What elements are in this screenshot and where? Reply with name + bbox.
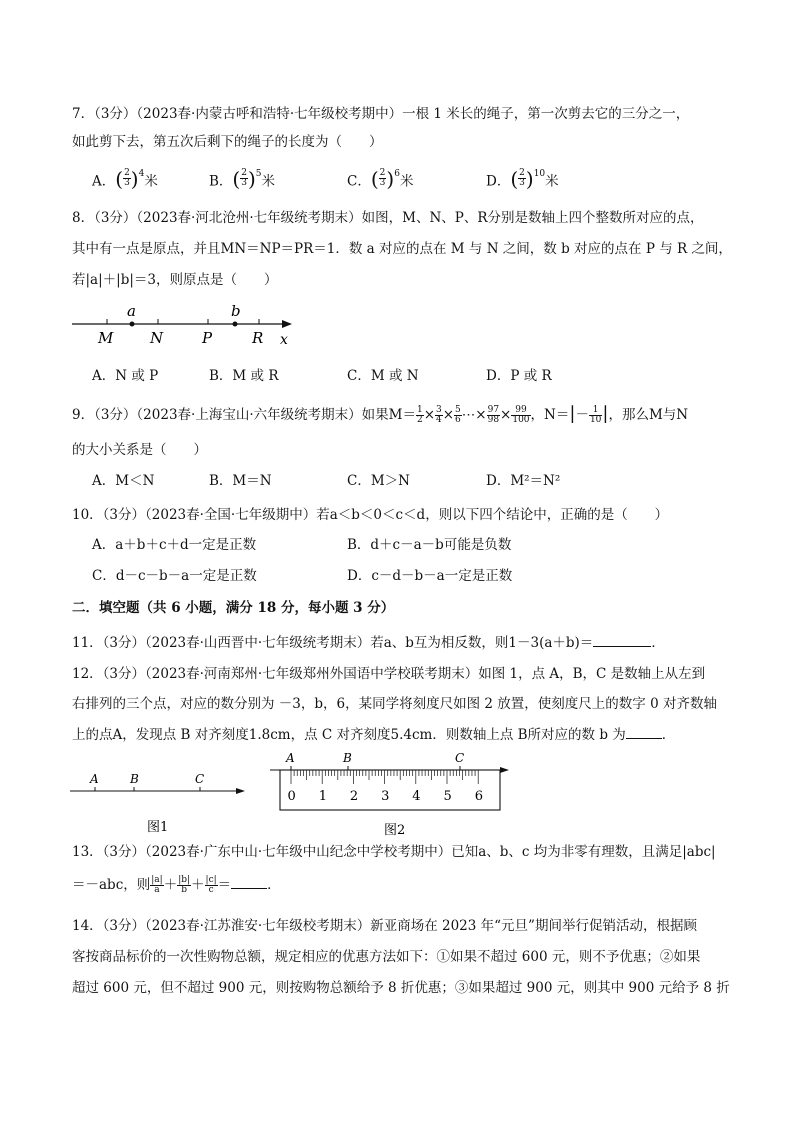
label-b: B [343, 751, 352, 765]
q8-option-a[interactable]: A．N 或 P [92, 368, 159, 384]
fraction-power: ( $\frac{2}{3}$ ) [370, 166, 395, 191]
q11-stem [72, 632, 665, 653]
exponent: 6 [394, 169, 400, 179]
q13-equals: ＝ [217, 877, 232, 893]
fraction: $\frac{97}{98}$ [487, 405, 500, 425]
q14-stem-line2: 客按商品标价的一次性购物总额，规定相应的优惠方法如下：①如果不超过 600 元，则不予优惠；②如果 [72, 949, 701, 965]
q8-option-d[interactable]: D．P 或 R [486, 368, 552, 384]
exponent: 4 [138, 169, 145, 179]
q10-option-d[interactable]: D．c－d－b－a一定是正数 [347, 568, 513, 584]
fraction: $\frac{99}{100}$ [512, 405, 530, 425]
label-a: a [127, 302, 136, 320]
q12-text: 上的点A，发现点 B 对齐刻度1.8cm，点 C 对齐刻度5.4cm．则数轴上点 B所对应的数 b 为 [72, 727, 626, 743]
q7-stem-line2: 如此剪下去，第五次后剩下的绳子的长度为（ ） [72, 134, 383, 150]
unit: 米 [261, 173, 276, 190]
q9-middle: ，N＝ [530, 407, 570, 423]
fraction: $\frac{3}{4}$ [436, 405, 442, 425]
answer-blank[interactable] [593, 632, 651, 647]
unit: 米 [545, 173, 559, 190]
q7-option-a[interactable] [92, 168, 158, 192]
q9-option-d[interactable]: D．M²＝N² [486, 473, 561, 489]
q7-option-c[interactable] [347, 168, 413, 192]
q8-option-c[interactable]: C．M 或 N [347, 368, 419, 384]
q13-stem-line2: ＝－abc，则 $\frac{|a|}{a}$ ＋ $\frac{|b|}{b}$ ＋ $\frac{|c|}{c}$ ＝ ． [72, 875, 281, 895]
q10-option-b[interactable]: B．d＋c－a－b可能是负数 [347, 537, 512, 553]
arrow-icon [236, 788, 245, 794]
q12-figure-1 [66, 768, 256, 838]
label-n: N [150, 329, 164, 347]
ruler-tick-label: 5 [443, 789, 452, 804]
q14-stem-line3: 超过 600 元，但不超过 900 元，则按购物总额给予 8 折优惠；③如果超过 900 元，则其中 900 元给予 8 折 [72, 980, 730, 996]
q7-stem: 7．（3分）（2023春·内蒙古呼和浩特·七年级校考期中）一根 1 米长的绳子，第一次剪去它的三分之一， [72, 106, 690, 122]
q9-prefix: 9．（3分）（2023春·上海宝山·六年级统考期末）如果M＝ [72, 407, 416, 423]
q8-option-b[interactable]: B．M 或 R [209, 368, 279, 384]
q7-option-b[interactable] [209, 168, 275, 192]
label-r: R [252, 329, 264, 347]
caption: 图2 [384, 823, 406, 838]
answer-blank[interactable] [626, 724, 662, 739]
exponent: 10 [533, 169, 546, 179]
q11-text: 11．（3分）（2023春·山西晋中·七年级统考期末）若a、b互为相反数，则1－3(a＋b)＝ [72, 635, 594, 651]
fraction: $\frac{|b|}{b}$ [178, 875, 191, 895]
q12-stem: 12．（3分）（2023春·河南郑州·七年级郑州外国语中学校联考期末）如图 1，点 A，B，C 是数轴上从左到 [72, 666, 706, 682]
section-heading: 二．填空题（共 6 小题，满分 18 分，每小题 3 分） [72, 600, 395, 616]
q10-stem: 10．（3分）（2023春·全国·七年级期中）若a＜b＜0＜c＜d，则以下四个结论中，正确的是（ ） [72, 507, 669, 523]
q12-figure-2 [264, 748, 510, 840]
unit: 米 [144, 173, 158, 190]
ruler-tick-label: 2 [349, 789, 359, 804]
fraction: $\frac{|c|}{c}$ [205, 875, 217, 895]
label-p: P [202, 329, 213, 347]
q9-suffix: ，那么M与N [608, 407, 689, 423]
label-b: b [231, 302, 241, 320]
label-c: C [195, 772, 205, 786]
q13-end: ． [267, 877, 281, 893]
arrow-icon [282, 320, 292, 328]
option-label: D． [486, 173, 511, 190]
q8-stem-line2: 其中有一点是原点，并且MN＝NP＝PR＝1．数 a 对应的点在 M 与 N 之间，数 b 对应的点在 P 与 R 之间， [72, 241, 732, 257]
arrow-icon [500, 767, 509, 773]
label-b: B [130, 772, 139, 786]
q9-stem-line2: 的大小关系是（ ） [72, 442, 207, 458]
unit: 米 [399, 173, 414, 190]
q12-stem-line3 [72, 724, 675, 745]
q13-prefix: ＝－abc，则 [72, 877, 151, 893]
point-b [233, 322, 238, 327]
fraction-power: ( $\frac{2}{3}$ ) [510, 166, 534, 191]
point-a [130, 322, 135, 327]
fraction-power: ( $\frac{2}{3}$ ) [115, 166, 139, 191]
q12-stem-line2: 右排列的三个点，对应的数分别为 －3，b，6，某同学将刻度尺如图 2 放置，使刻度尺上的数字 0 对齐数轴 [72, 696, 717, 712]
ruler-tick-label: 6 [474, 789, 483, 804]
q8-stem: 8．（3分）（2023春·河北沧州·七年级统考期末）如图，M、N、P、R分别是数轴上四个整数所对应的点， [72, 210, 704, 226]
fraction: $\frac{5}{6}$ [455, 405, 461, 425]
fraction: $\frac{1}{2}$ [416, 405, 423, 425]
exponent: 5 [255, 169, 262, 179]
q14-stem: 14．（3分）（2023春·江苏淮安·七年级校考期末）新亚商场在 2023 年“元旦”期间举行促销活动，根据顾 [72, 918, 697, 934]
q8-stem-line3: 若|a|＋|b|＝3，则原点是（ ） [72, 272, 278, 288]
q11-end: ． [651, 635, 665, 651]
q9-option-a[interactable]: A．M＜N [92, 473, 155, 489]
q9-option-c[interactable]: C．M＞N [347, 473, 410, 489]
fraction: $\frac{|a|}{a}$ [151, 875, 163, 895]
q12-end: ． [661, 727, 676, 743]
label-m: M [98, 329, 114, 347]
label-a: A [286, 751, 295, 765]
q13-stem: 13．（3分）（2023春·广东中山·七年级中山纪念中学校考期中）已知a、b、c 均为非零有理数，且满足|abc| [72, 844, 716, 860]
caption: 图1 [147, 820, 169, 835]
fraction: $\frac{1}{10}$ [589, 405, 602, 425]
q10-option-c[interactable]: C．d－c－b－a一定是正数 [92, 568, 257, 584]
ruler-tick-label: 4 [412, 789, 421, 804]
option-label: C． [347, 173, 371, 190]
fraction-power: ( $\frac{2}{3}$ ) [232, 166, 256, 191]
ruler-tick-label: 1 [318, 789, 327, 804]
ruler-tick-label: 3 [381, 789, 390, 804]
q9-stem: 9．（3分）（2023春·上海宝山·六年级统考期末）如果M＝ $\frac{1}{2}$ × $\frac{3}{4}$ × $\frac{5}{6}$ ⋯× $\frac{97}{98}$ × $\frac{99}{100}$ ，N＝|－ $\frac{1}{10}$ |，那么M与N [72, 403, 689, 425]
q10-option-a[interactable]: A．a＋b＋c＋d一定是正数 [92, 537, 257, 553]
option-label: A． [92, 173, 116, 190]
label-c: C [455, 751, 465, 765]
label-a: A [90, 772, 99, 786]
label-x: x [280, 332, 288, 348]
answer-blank[interactable] [231, 874, 267, 889]
q8-number-line-figure [66, 300, 306, 352]
ruler-tick-label: 0 [287, 789, 296, 804]
q9-option-b[interactable]: B．M＝N [209, 473, 272, 489]
q7-option-d[interactable] [486, 168, 559, 192]
option-label: B． [209, 173, 233, 190]
